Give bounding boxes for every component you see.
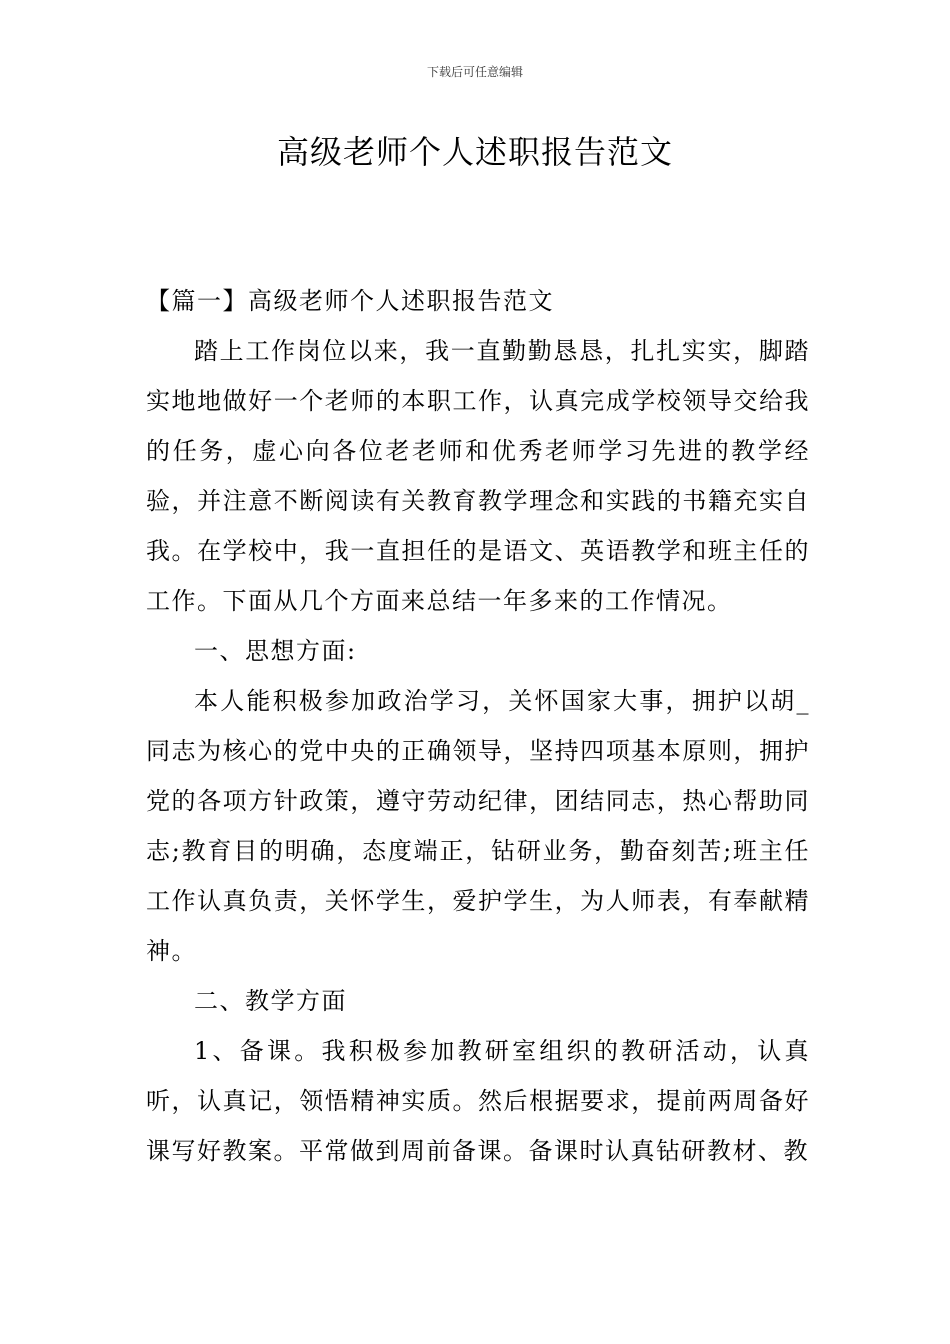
document-title: 高级老师个人述职报告范文 (276, 133, 673, 171)
paragraph-lesson-prep: 1、备课。我积极参加教研室组织的教研活动，认真听，认真记，领悟精神实质。然后根据要求，提前两周备好课写好教案。平常做到周前备课。备课时认真钻研教材、教 (146, 1037, 810, 1165)
document-body (146, 276, 810, 1176)
heading-teaching: 二、教学方面 (194, 987, 347, 1015)
header-note: 下载后可任意编辑 (426, 65, 523, 79)
paragraph-intro: 踏上工作岗位以来，我一直勤勤恳恳，扎扎实实，脚踏实地地做好一个老师的本职工作，认真完成学校领导交给我的任务，虚心向各位老老师和优秀老师学习先进的教学经验，并注意不断阅读有关教育教学理念和实践的书籍充实自我。在学校中，我一直担任的是语文、英语教学和班主任的工作。下面从几个方面来总结一年多来的工作情况。 (146, 337, 810, 615)
paragraph-ideology: 本人能积极参加政治学习，关怀国家大事，拥护以胡_同志为核心的党中央的正确领导，坚持四项基本原则，拥护党的各项方针政策，遵守劳动纪律，团结同志，热心帮助同志;教育目的明确，态度端正，钻研业务，勤奋刻苦;班主任工作认真负责，关怀学生，爱护学生，为人师表，有奉献精神。 (146, 687, 810, 965)
section-heading: 【篇一】高级老师个人述职报告范文 (146, 287, 554, 315)
heading-ideology: 一、思想方面: (194, 637, 357, 665)
